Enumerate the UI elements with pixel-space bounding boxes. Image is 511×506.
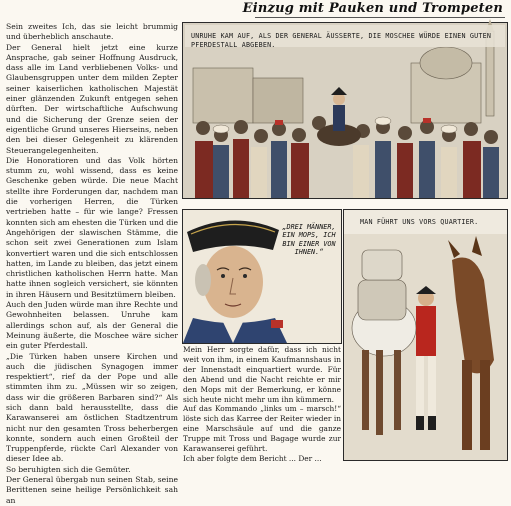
speech-bubble: „DREI MÄNNER, EIN MOPS, ICH BIN EINER VON IHNEN.“: [282, 223, 336, 256]
paragraph: So beruhigten sich die Gemüter.: [6, 464, 131, 474]
panel-caption: MAN FÜHRT UNS VORS QUARTIER.: [360, 218, 479, 226]
paragraph: Die Honoratioren und das Volk hörten stumm zu, wohl wissend, dass es keine Geschenke geben würde. Die neue Macht stellte ihre Forderungen dar, nachdem man die vorherigen Herren, die Türken vertrieben hatte – für wie lange? Fressen konnten sich am ehesten die Türken und die Angehörigen der slawischen Stämme, die schon seit zwei Generationen zum Islam konvertiert waren und die sich entschlossen hatten, im Lande zu bleiben, das jetzt einem christlichen katholischen Herrn hatte. Man hatte ihnen sogleich versichert, sie könnten in ihren Häusern und Besitztümern bleiben.: [6, 155, 178, 299]
paragraph: Mein Herr sorgte dafür, dass ich nicht weit von ihm, in einem Kaufmannshaus in der Innenstadt einquartiert wurde. Für den Abend und die Nacht reichte er mir den Mops mit der Bemerkung, er könne sich heute nicht mehr um ihn kümmern.: [183, 345, 341, 404]
paragraph: Der General übergab nun seinen Stab, seine Berittenen seine heilige Persönlichkeit sah an: [6, 475, 178, 505]
paragraph: Ich aber folgte dem Bericht ... Der ...: [183, 453, 322, 463]
title-rule: [255, 17, 505, 18]
middle-text-column: [183, 345, 341, 463]
paragraph: Auch den Juden würde man ihre Rechte und Gewohnheiten belassen. Unruhe kam allerdings schon auf, als der General die Meinung äußerte, die Moschee wäre sicher ein guter Pferdestall.: [6, 300, 178, 351]
panel-caption: UNRUHE KAM AUF, ALS DER GENERAL ÄUSSERTE, DIE MOSCHEE WÜRDE EINEN GUTEN PFERDESTALL ABGEBEN.: [191, 32, 492, 49]
paragraph: „Die Türken haben unsere Kirchen und auch die jüdischen Synagogen immer respektiert“, rief da der Pope und alle stimmten ihm zu. „Müssen wir so zeigen, dass wir die größeren Barbaren sind?“ Als sich dann bald herausstellte, dass die Karawanserei am östlichen Stadtzentrum nicht nur den gesamten Tross beherbergen konnte, sondern auch einen Großteil der Truppenpferde, rückte Carl Alexander von dieser Idee ab.: [6, 351, 178, 464]
crowd-mosque-illustration: [183, 23, 507, 198]
page-title: Einzug mit Pauken und Trompeten: [242, 1, 503, 16]
left-text-column: [6, 22, 178, 505]
paragraph: Auf das Kommando „links um – marsch!“ löste sich das Karree der Reiter wieder in eine Marschsäule auf und die ganze Truppe mit Tross und Bagage wurde zur Karawanserei geführt.: [183, 404, 341, 454]
horses-panel: [343, 209, 508, 461]
portrait-panel: [182, 209, 342, 344]
horses-soldier-illustration: [344, 210, 507, 460]
paragraph: Sein zweites Ich, das sie leicht brummig und überheblich anschaute.: [6, 22, 178, 42]
paragraph: Der General hielt jetzt eine kurze Ansprache, gab seiner Hoffnung Ausdruck, dass alle im Land verbliebenen Volks- und Glaubensgruppen unter dem milden Zepter seiner kaiserlichen katholischen Majestät einer glänzenden Zukunft entgegen sehen dürften. Der wirtschaftliche Aufschwung und die Sicherung der Grenze seien der eigentliche Grund unseres Hierseins, neben den bei dieser Gelegenheit zu klärenden Steuerangelegenheiten.: [6, 42, 178, 155]
crowd-mosque-panel: [182, 22, 508, 199]
